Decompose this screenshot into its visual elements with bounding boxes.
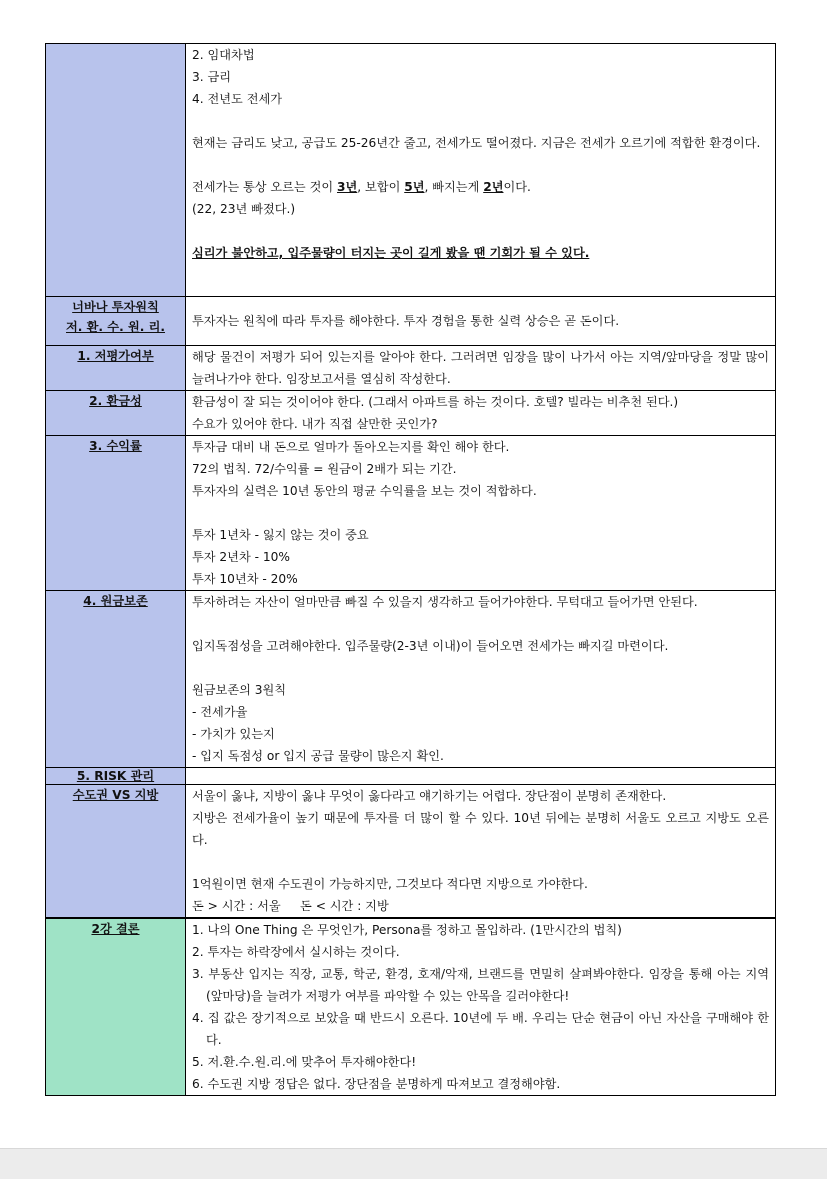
paragraph: (22, 23년 빠졌다.) xyxy=(192,202,296,216)
paragraph: 투자자의 실력은 10년 동안의 평균 수익률을 보는 것이 적합하다. xyxy=(192,484,537,498)
list-item: 2. 임대차법 xyxy=(192,48,255,62)
row-label-empty xyxy=(46,44,186,297)
list-item: 투자 10년차 - 20% xyxy=(192,572,298,586)
table-row xyxy=(46,44,776,297)
lecture-notes-table xyxy=(45,43,776,1096)
paragraph: 돈 > 시간 : 서울 돈 < 시간 : 지방 xyxy=(192,899,389,913)
text-run: , 보합이 xyxy=(357,180,405,194)
row-label-principal: 4. 원금보존 xyxy=(46,591,186,768)
row-label-conclusion: 2강 결론 xyxy=(46,918,186,1096)
row-content xyxy=(186,346,776,391)
paragraph: 원금보존의 3원칙 xyxy=(192,683,287,697)
row-label-return: 3. 수익률 xyxy=(46,436,186,591)
paragraph: 환금성이 잘 되는 것이어야 한다. (그래서 아파트를 하는 것이다. 호텔? 빌라는 비추천 된다.) xyxy=(192,395,679,409)
row-content-empty xyxy=(186,768,776,785)
paragraph xyxy=(192,176,769,198)
paragraph: 현재는 금리도 낮고, 공급도 25-26년간 줄고, 전세가도 떨어졌다. 지금은 전세가 오르기에 적합한 환경이다. xyxy=(192,136,761,150)
list-item: 2. 투자는 하락장에서 실시하는 것이다. xyxy=(192,945,400,959)
emphasis-text: 5년 xyxy=(404,180,425,194)
emphasis-paragraph: 심리가 불안하고, 입주물량이 터지는 곳이 길게 봤을 땐 기회가 될 수 있다. xyxy=(192,246,590,260)
paragraph: 입지독점성을 고려해야한다. 입주물량(2-3년 이내)이 들어오면 전세가는 빠지길 마련이다. xyxy=(192,639,669,653)
list-item: 3. 금리 xyxy=(192,70,232,84)
table-row xyxy=(46,436,776,591)
row-label-principles xyxy=(46,297,186,346)
text-run: 전세가는 통상 오르는 것이 xyxy=(192,180,338,194)
table-row xyxy=(46,346,776,391)
list-item: 5. 저.환.수.원.리.에 맞추어 투자해야한다! xyxy=(192,1055,417,1069)
list-item: 투자 2년차 - 10% xyxy=(192,550,290,564)
row-content xyxy=(186,436,776,591)
table-row xyxy=(46,591,776,768)
row-content xyxy=(186,391,776,436)
list-item: 4. 집 값은 장기적으로 보았을 때 반드시 오른다. 10년에 두 배. 우리는 단순 현금이 아닌 자산을 구매해야 한다. xyxy=(192,1011,769,1047)
row-content xyxy=(186,785,776,919)
paragraph: 지방은 전세가율이 높기 때문에 투자를 더 많이 할 수 있다. 10년 뒤에는 분명히 서울도 오르고 지방도 오른다. xyxy=(192,811,769,847)
row-content xyxy=(186,297,776,346)
paragraph: 투자자는 원칙에 따라 투자를 해야한다. 투자 경험을 통한 실력 상승은 곧 돈이다. xyxy=(192,314,620,328)
list-item: 4. 전년도 전세가 xyxy=(192,92,283,106)
table-row xyxy=(46,918,776,1096)
row-label-undervalued: 1. 저평가여부 xyxy=(46,346,186,391)
table-row xyxy=(46,768,776,785)
table-row xyxy=(46,297,776,346)
page-gap xyxy=(0,1148,827,1179)
row-content xyxy=(186,591,776,768)
text-run: , 빠지는게 xyxy=(424,180,484,194)
list-item: - 가치가 있는지 xyxy=(192,727,275,741)
list-item: - 전세가율 xyxy=(192,705,248,719)
paragraph: 72의 법칙. 72/수익률 = 원금이 2배가 되는 기간. xyxy=(192,462,457,476)
table-row xyxy=(46,785,776,919)
list-item: - 입지 독점성 or 입지 공급 물량이 많은지 확인. xyxy=(192,749,444,763)
paragraph: 서울이 옳냐, 지방이 옳냐 무엇이 옳다라고 얘기하기는 어렵다. 장단점이 분명히 존재한다. xyxy=(192,789,667,803)
label-line: 너바나 투자원칙 xyxy=(72,300,159,314)
paragraph: 투자하려는 자산이 얼마만큼 빠질 수 있을지 생각하고 들어가야한다. 무턱대고 들어가면 안된다. xyxy=(192,595,698,609)
emphasis-text: 2년 xyxy=(483,180,504,194)
label-line: 저. 환. 수. 원. 리. xyxy=(66,320,165,334)
row-content xyxy=(186,44,776,297)
row-label-risk: 5. RISK 관리 xyxy=(46,768,186,785)
text-run: 이다. xyxy=(503,180,531,194)
paragraph: 해당 물건이 저평가 되어 있는지를 알아야 한다. 그러려면 임장을 많이 나가서 아는 지역/앞마당을 정말 많이 늘려나가야 한다. 임장보고서를 열심히 작성한다. xyxy=(192,350,769,386)
paragraph: 수요가 있어야 한다. 내가 직접 살만한 곳인가? xyxy=(192,417,438,431)
row-label-liquidity: 2. 환금성 xyxy=(46,391,186,436)
emphasis-text: 3년 xyxy=(337,180,358,194)
paragraph: 투자금 대비 내 돈으로 얼마가 돌아오는지를 확인 해야 한다. xyxy=(192,440,510,454)
row-label-capital-vs-regional: 수도권 VS 지방 xyxy=(46,785,186,919)
row-content xyxy=(186,918,776,1096)
table-row xyxy=(46,391,776,436)
list-item: 1. 나의 One Thing 은 무엇인가, Persona를 정하고 몰입하라. (1만시간의 법칙) xyxy=(192,923,622,937)
paragraph: 1억원이면 현재 수도권이 가능하지만, 그것보다 적다면 지방으로 가야한다. xyxy=(192,877,588,891)
list-item: 6. 수도권 지방 정답은 없다. 장단점을 분명하게 따져보고 결정해야함. xyxy=(192,1077,561,1091)
list-item: 투자 1년차 - 잃지 않는 것이 중요 xyxy=(192,528,369,542)
list-item: 3. 부동산 입지는 직장, 교통, 학군, 환경, 호재/악재, 브랜드를 면밀히 살펴봐야한다. 임장을 통해 아는 지역(앞마당)을 늘려가 저평가 여부를 파악할 수 있는 안목을 길러야한다! xyxy=(192,967,769,1003)
